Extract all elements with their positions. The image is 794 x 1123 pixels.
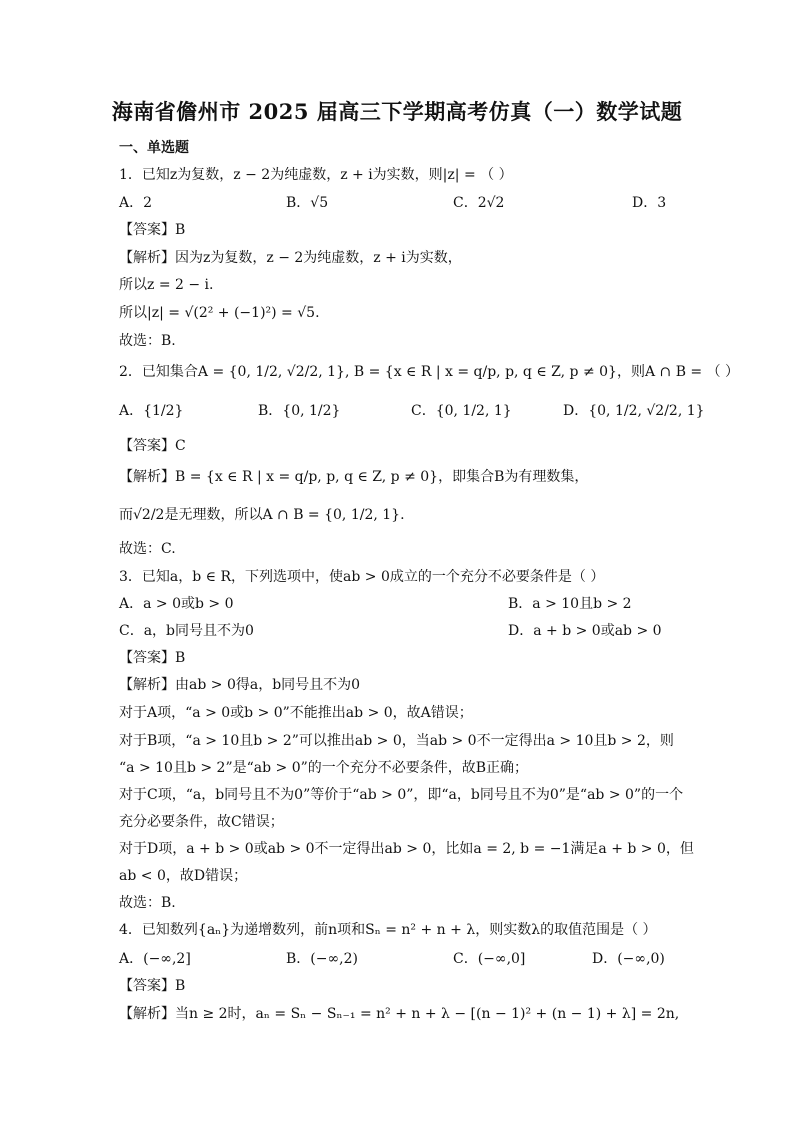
q2-stem: 2．已知集合A = {0, 1/2, √2/2, 1}, B = {x ∈ R | x = q/p, p, q ∈ Z, p ≠ 0}，则A ∩ B = （ ）: [119, 364, 740, 380]
q3-analysis-line: ab < 0，故D错误；: [119, 868, 248, 884]
q2-answer: 【答案】C: [119, 438, 186, 454]
q3-analysis-line: 对于A项，“a > 0或b > 0”不能推出ab > 0，故A错误；: [119, 705, 473, 721]
q1-option-b: B．√5: [286, 195, 329, 211]
q4-option-b: B．(−∞,2): [286, 951, 358, 967]
q3-analysis-line: 充分必要条件，故C错误；: [119, 814, 284, 830]
q1-analysis-line: 故选：B.: [119, 333, 176, 349]
q3-option-b: B．a > 10且b > 2: [508, 596, 632, 612]
q3-analysis-line: 对于C项，“a，b同号且不为0”等价于“ab > 0”，即“a，b同号且不为0”是“ab > 0”的一个: [119, 787, 684, 803]
q1-analysis-line: 所以z = 2 − i.: [119, 277, 214, 293]
page-title: 海南省儋州市 2025 届高三下学期高考仿真（一）数学试题: [111, 99, 683, 124]
q4-option-d: D．(−∞,0): [592, 951, 665, 967]
q3-answer: 【答案】B: [119, 650, 186, 666]
q3-analysis-line: 对于D项，a + b > 0或ab > 0不一定得出ab > 0，比如a = 2, b = −1满足a + b > 0，但: [119, 841, 694, 857]
q1-option-c: C．2√2: [453, 195, 505, 211]
q1-analysis-line: 所以|z| = √(2² + (−1)²) = √5.: [119, 305, 320, 321]
q3-option-c: C．a，b同号且不为0: [119, 623, 254, 639]
q4-answer: 【答案】B: [119, 978, 186, 994]
q1-stem: 1．已知z为复数，z − 2为纯虚数，z + i为实数，则|z| = （ ）: [119, 167, 513, 183]
q3-analysis-line: 对于B项，“a > 10且b > 2”可以推出ab > 0，当ab > 0不一定得出a > 10且b > 2，则: [119, 733, 674, 749]
q2-option-a: A．{1/2}: [119, 403, 184, 419]
q3-analysis-line: 故选：B.: [119, 895, 176, 911]
q4-option-c: C．(−∞,0]: [453, 951, 526, 967]
q2-analysis-line: 故选：C.: [119, 541, 176, 557]
q1-option-d: D．3: [632, 195, 667, 211]
q4-option-a: A．(−∞,2]: [119, 951, 191, 967]
q1-analysis-line: 【解析】因为z为复数，z − 2为纯虚数，z + i为实数，: [119, 250, 462, 266]
section-heading: 一、单选题: [119, 140, 189, 156]
q3-stem: 3．已知a，b ∈ R，下列选项中，使ab > 0成立的一个充分不必要条件是（ ）: [119, 569, 605, 585]
q1-answer: 【答案】B: [119, 222, 186, 238]
q2-option-c: C．{0, 1/2, 1}: [411, 403, 512, 419]
q2-analysis-line: 【解析】B = {x ∈ R | x = q/p, p, q ∈ Z, p ≠ 0}，即集合B为有理数集，: [119, 469, 589, 485]
q1-option-a: A．2: [119, 195, 153, 211]
q3-option-a: A．a > 0或b > 0: [119, 596, 234, 612]
q3-analysis-line: “a > 10且b > 2”是“ab > 0”的一个充分不必要条件，故B正确；: [119, 760, 529, 776]
q4-stem: 4．已知数列{aₙ}为递增数列，前n项和Sₙ = n² + n + λ，则实数λ的取值范围是（ ）: [119, 922, 657, 938]
q2-option-b: B．{0, 1/2}: [258, 403, 341, 419]
q3-analysis-line: 【解析】由ab > 0得a，b同号且不为0: [119, 677, 361, 693]
q2-option-d: D．{0, 1/2, √2/2, 1}: [563, 403, 705, 419]
q3-option-d: D．a + b > 0或ab > 0: [508, 623, 662, 639]
q2-analysis-line: 而√2/2是无理数，所以A ∩ B = {0, 1/2, 1}.: [119, 507, 405, 523]
q4-analysis-line: 【解析】当n ≥ 2时，aₙ = Sₙ − Sₙ₋₁ = n² + n + λ − [(n − 1)² + (n − 1) + λ] = 2n,: [119, 1006, 680, 1022]
